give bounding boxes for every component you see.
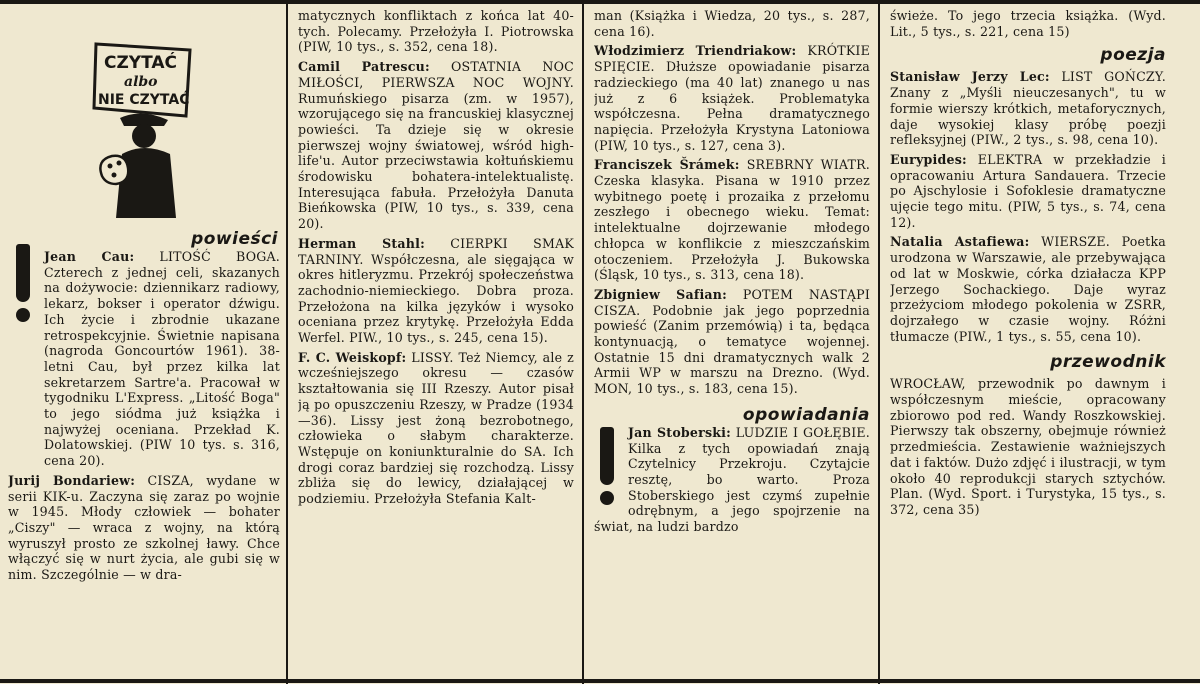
text-column4-top: świeże. To jego trzecia książka. (Wyd. Lit., 5 tys., s. 221, cena 15) <box>890 8 1166 39</box>
text-safian: POTEM NASTĄPI CISZA. Podobnie jak jego poprzednia powieść (Zanim przemówią) i ta, będąca kontynuacją, o tematyce wojennej. Ostatnie 15 dni dramatycznych walk 2 Armii WP w marszu na Drezno. (Wyd. MON, 10 tys., s. 183, cena 15). <box>594 286 870 397</box>
text-triendriakow: KRÓTKIE SPIĘCIE. Dłuższe opowiadanie pisarza radzieckiego (ma 40 lat) znanego u nas już z 6 książek. Problematyka współczesna. Pełna dramatycznego napięcia. Przełożyła Krystyna Latoniowa (PIW, 10 tys., s. 127, cena 3). <box>594 43 870 153</box>
author-cau: Jean Cau: <box>44 249 135 264</box>
author-astafiewa: Natalia Astafiewa: <box>890 234 1030 250</box>
review-patrescu <box>298 59 574 232</box>
text-stahl: CIERPKI SMAK TARNINY. Współczesna, ale sięgająca w okres hitleryzmu. Przekrój społeczeństwa zachodnio-niemieckiego. Dobra proza. Przełożona na kilka języków i wysoko oceniana przez krytykę. Przełożyła Edda Werfel. PIW., 10 tys., s. 245, cena 15). <box>298 235 574 346</box>
review-bondariew <box>8 473 280 583</box>
column-rule-3 <box>878 0 880 684</box>
review-cau <box>44 249 280 469</box>
exclamation-mark-icon <box>594 427 624 511</box>
review-weiskopf <box>298 350 574 507</box>
text-weiskopf: LISSY. Też Niemcy, ale z wcześniejszego okresu — czasów kształtowania się III Rzeszy. Autor pisał ją po opuszczeniu Rzeszy, w Pradze (1934—36). Lissy jest żoną bezrobotnego, człowieka o słabym charakterze. Wstępuje on koniunkturalnie do SA. Ich drogi coraz bardziej się rozchodzą. Lissy zbliża się do lewicy, działającej w podziemiu. Przełożyła Stefania Kalt- <box>298 349 574 507</box>
text-wroclaw: przewodnik po dawnym i współczesnym mieście, opracowany zbiorowo pod red. Wandy Roszkowskiej. Pierwszy tak obszerny, obejmuje również przedmieścia. Zestawienie ważniejszych dat i faktów. Dużo zdjęć i ilustracji, w tym około 40 reprodukcji starych sztychów. Plan. (Wyd. Sport. i Turystyka, 15 tys., s. 372, cena 35) <box>890 376 1166 517</box>
review-stahl <box>298 236 574 346</box>
review-triendriakow <box>594 43 870 153</box>
review-stoberski <box>594 425 870 535</box>
author-stoberski: Jan Stoberski: <box>628 424 732 440</box>
section-heading-powiesci: powieści <box>191 229 278 249</box>
column-4 <box>890 0 1166 684</box>
text-column2-top: matycznych konfliktach z końca lat 40-tych. Polecamy. Przełożyła I. Piotrowska (PIW, 10 tys., s. 352, cena 18). <box>298 8 574 55</box>
author-patrescu: Camil Patrescu: <box>298 59 430 75</box>
text-patrescu: OSTATNIA NOC MIŁOŚCI, PIERWSZA NOC WOJNY. Rumuńskiego pisarza (zm. w 1957), wzorującego się na francuskiej klasycznej powieści. Ta dzieje się w okresie pierwszej wojny światowej, wśród high-life'u. Autor przeciwstawia kołtuńskiemu środowisku bohatera-intelektualistę. Interesująca fabuła. Przełożyła Danuta Bieńkowska (PIW, 10 tys., s. 339, cena 20). <box>298 59 574 232</box>
review-astafiewa <box>890 234 1166 344</box>
title-wroclaw: WROCŁAW, <box>890 376 966 392</box>
review-lec <box>890 69 1166 148</box>
text-cau: LITOŚĆ BOGA. Czterech z jednej celi, skazanych na dożywocie: dziennikarz radiowy, lekarz, bokser i operator dźwigu. Ich życie i zbrodnie ukazane retrospekcyjnie. Świetnie napisana (nagroda Goncourtów 1961). 38-letni Cau, był przez kilka lat sekretarzem Sartre'a. Pracował w tygodniku L'Express. „Litość Boga" to jego siódma już książka i najwyżej oceniana. Przekład K. Dolatowskiej. (PIW 10 tys. s. 316, cena 20). <box>44 249 280 469</box>
svg-text:albo: albo <box>124 74 158 90</box>
author-lec: Stanisław Jerzy Lec: <box>890 69 1050 85</box>
section-heading-opowiadania: opowiadania <box>742 404 870 425</box>
column-3 <box>594 0 870 684</box>
column-2 <box>298 0 574 684</box>
text-column3-top: man (Książka i Wiedza, 20 tys., s. 287, cena 16). <box>594 8 870 39</box>
section-heading-przewodnik: przewodnik <box>1050 352 1166 373</box>
column-1 <box>8 0 280 684</box>
author-safian: Zbigniew Safian: <box>594 286 727 302</box>
author-triendriakow: Włodzimierz Triendriakow: <box>594 43 797 59</box>
author-sramek: Franciszek Šrámek: <box>594 157 740 173</box>
section-heading-poezja: poezja <box>1100 45 1166 66</box>
text-astafiewa: WIERSZE. Poetka urodzona w Warszawie, ale przebywająca od lat w Moskwie, córka działacza KPP Jerzego Sochackiego. Daje wyraz przeżyciom młodego pokolenia w ZSRR, dojrzałego w czasie wojny. Różni tłumacze (PIW., 1 tys., s. 55, cena 10). <box>890 234 1166 344</box>
author-stahl: Herman Stahl: <box>298 235 425 251</box>
review-safian <box>594 287 870 397</box>
review-sramek <box>594 157 870 283</box>
column-rule-1 <box>286 0 288 684</box>
text-stoberski: LUDZIE I GOŁĘBIE. Kilka z tych opowiadań znają Czytelnicy Przekroju. Czytajcie resztę, bo warto. Proza Stoberskiego jest czymś zupełnie odrębnym, a jego spojrzenie na świat, na ludzi bardzo <box>594 424 870 535</box>
review-eurypides <box>890 152 1166 231</box>
text-lec: LIST GOŃCZY. Znany z „Myśli nieuczesanych", tu w formie wierszy krótkich, metaforycznych, daje wysokiej klasy próbę poezji refleksyjnej (PIW., 2 tys., s. 98, cena 10). <box>890 69 1166 148</box>
column-rule-2 <box>582 0 584 684</box>
svg-text:CZYTAĆ: CZYTAĆ <box>104 53 178 73</box>
text-bondariew: CISZA, wydane w serii KIK-u. Zaczyna się zaraz po wojnie w 1945. Młody człowiek — bohater „Ciszy" — wraca z wojny, na którą wyruszył prosto ze szkolnej ławy. Chce włączyć się w nurt życia, ale gubi się w nim. Szczególnie — w dra- <box>8 472 280 583</box>
svg-text:NIE CZYTAĆ: NIE CZYTAĆ <box>98 92 190 108</box>
text-eurypides: ELEKTRA w przekładzie i opracowaniu Artura Sandauera. Trzecie po Ajschylosie i Sofoklesie dramatyczne ujęcie tego mitu. (PIW, 5 tys., s. 74, cena 12). <box>890 151 1166 230</box>
review-wroclaw <box>890 376 1166 517</box>
text-sramek: SREBRNY WIATR. Czeska klasyka. Pisana w 1910 przez wybitnego poetę i prozaika z przełomu zeszłego i obecnego wieku. Temat: intelektualne dojrzewanie młodego chłopca w konflikcie z mieszczańskim otoczeniem. Przełożyła J. Bukowska (Śląsk, 10 tys., s. 313, cena 18). <box>594 157 870 283</box>
author-eurypides: Eurypides: <box>890 151 967 167</box>
author-weiskopf: F. C. Weiskopf: <box>298 349 407 365</box>
author-bondariew: Jurij Bondariew: <box>8 472 136 488</box>
